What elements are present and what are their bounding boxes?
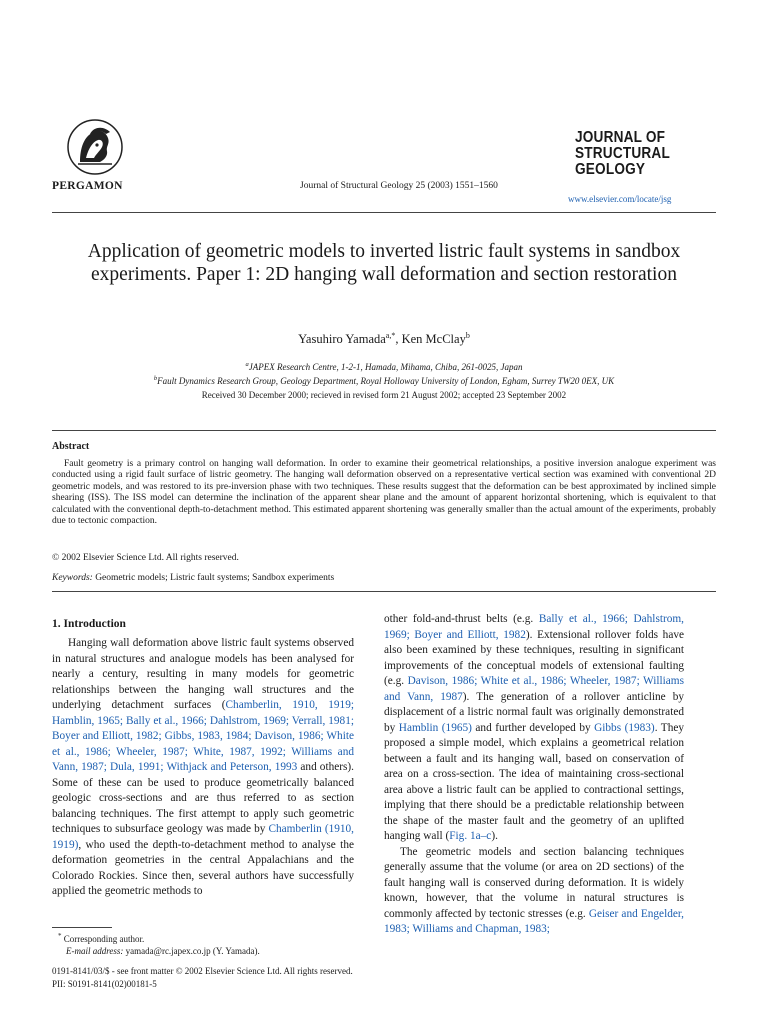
journal-brand-line: GEOLOGY: [575, 161, 646, 178]
body-text: The geometric models and section balancing techniques generally assume that the volume (or area on 2D sections) of the fault hanging wall is conserved during deformation. It is widely known, however, that the volume in natural structures is commonly affected by tectonic stresses (e.g.: [384, 845, 684, 920]
body-paragraph: [52, 636, 354, 900]
affiliation-marker: a: [245, 361, 249, 368]
citation-link[interactable]: Hamblin (1965): [398, 721, 472, 734]
article-title: Application of geometric models to inverted listric fault systems in sandbox experiments. Paper 1: 2D hanging wall deformation and section restoration: [87, 241, 681, 285]
body-text: . They proposed a simple model, which explains a geometrical relation between a fault and its hanging wall, based on conservation of area on a cross-section. The idea of maintaining cross-sectional area above a listric fault can be applied to contractional settings, implying that there should be a predictable relationship between the shape of the master fault and the geometry of an uplifted hanging wall (: [384, 721, 684, 842]
footnote: [52, 930, 260, 957]
citation-link[interactable]: Davison, 1986; White et al., 1986; Wheeler, 1987; Williams and Vann, 1987: [384, 675, 684, 703]
author-affiliation-marker[interactable]: a,*: [385, 331, 396, 340]
footer-issn-line: 0191-8141/03/$ - see front matter © 2002 Elsevier Science Ltd. All rights reserved.: [52, 966, 353, 976]
copyright-notice: © 2002 Elsevier Science Ltd. All rights reserved.: [52, 553, 239, 563]
footnote-email-line: [52, 945, 260, 957]
journal-brand-logo: [575, 130, 689, 178]
abstract-divider-bottom: [52, 591, 716, 592]
citation-link[interactable]: Chamberlin, 1910, 1919; Hamblin, 1965; Bally et al., 1966; Dahlstrom, 1969; Verrall, 1981; Boyer and Elliott, 1982; Gibbs, 1983, 1984; Davison, 1986; White et al., 1986; Wheeler, 1987; White, 1987, 1992; Williams and Vann, 1987; Dula, 1991; Withjack and Peterson, 1993: [52, 699, 354, 773]
keywords-list: Geometric models; Listric fault systems; Sandbox experiments: [95, 573, 335, 583]
affiliation-marker: b: [153, 375, 158, 382]
journal-url-link[interactable]: www.elsevier.com/locate/jsg: [568, 194, 672, 204]
body-paragraph: [384, 612, 684, 845]
email-label: E-mail address:: [66, 946, 124, 956]
citation-link[interactable]: Geiser and Engelder, 1983; Williams and Chapman, 1983;: [384, 907, 684, 935]
page-footer: [52, 965, 353, 990]
journal-brand-line: STRUCTURAL: [575, 145, 670, 162]
keywords-label: Keywords:: [52, 573, 93, 583]
left-column: [52, 636, 354, 900]
header-divider: [52, 212, 716, 213]
footnote-text: Corresponding author.: [63, 934, 145, 944]
right-column: [384, 612, 684, 938]
citation-link[interactable]: Chamberlin (1910, 1919): [52, 823, 354, 851]
abstract-divider-top: [52, 430, 716, 431]
footer-pii-line: PII: S0191-8141(02)00181-5: [52, 978, 157, 989]
body-text: and further developed by: [471, 721, 595, 734]
keywords: [52, 573, 334, 583]
footnote-corresponding: [52, 930, 260, 945]
abstract-text: Fault geometry is a primary control on hanging wall deformation. In order to examine their geometrical relationships, a positive inversion analogue experiment was conducted using a rigid fault surface of listric geometry. The hanging wall deformation observed on a representative vertical section was examined with conventional 2D geometric models, and was restored to its pre-inversion phase with two techniques. These results suggest that the deformation can be best approximated by inclined simple shearing (ISS). The ISS model can determine the inclination of the apparent shear plane and the amount of apparent horizontal shortening, which is equivalent to that calculated with the conventional depth-to-detachment method. This estimated apparent shortening was generally smaller than the actual amount of the experiments, probably due to tectonic compaction.: [52, 459, 716, 527]
footnote-divider: [52, 927, 112, 928]
citation-link[interactable]: Gibbs (1983): [594, 721, 655, 734]
body-text: Hanging wall deformation above listric fault systems observed in natural structures and analogue models has been analysed for nearly a century, resulting in many models for geometric relationships between the hanging wall structures and the underlying detachment surfaces (: [52, 637, 354, 711]
email-address[interactable]: yamada@rc.japex.co.jp (Y. Yamada).: [125, 946, 260, 956]
affiliation-text: JAPEX Research Centre, 1-2-1, Hamada, Mihama, Chiba, 261-0025, Japan: [248, 362, 523, 372]
received-dates: Received 30 December 2000; recieved in revised form 21 August 2002; accepted 23 September 2002: [201, 390, 567, 400]
body-text: ). Extensional rollover folds have also been examined by these techniques, resulting in significant improvements of the conceptual models of extensional faulting (e.g.: [384, 628, 684, 687]
body-text: ).: [491, 830, 498, 842]
body-paragraph: [384, 845, 684, 938]
body-text: and others). Some of these can be used to produce geometrically balanced geologic cross-sections and are thus referred to as section balancing techniques. The first attempt to apply such geometric techniques to subsurface geology was made by: [52, 761, 354, 835]
abstract-heading: Abstract: [52, 441, 90, 452]
body-text: ). The generation of a rollover anticline by displacement of a listric normal fault was originally demonstrated by: [384, 690, 684, 734]
section-heading-introduction: 1. Introduction: [52, 618, 126, 630]
citation-link[interactable]: Fig. 1a–c: [449, 830, 492, 842]
footnote-marker: *: [58, 932, 62, 940]
journal-reference: Journal of Structural Geology 25 (2003) 1551–1560: [300, 181, 498, 191]
affiliation-text: Fault Dynamics Research Group, Geology Department, Royal Holloway University of London, Egham, Surrey TW20 0EX, UK: [157, 376, 615, 386]
author-list: [0, 331, 768, 347]
author-name: Yasuhiro Yamada: [298, 332, 386, 347]
affiliation-line: [0, 373, 768, 387]
citation-link[interactable]: Bally et al., 1966; Dahlstrom, 1969; Boyer and Elliott, 1982: [384, 613, 684, 641]
author-name: Ken McClay: [401, 332, 466, 347]
body-text: other fold-and-thrust belts (e.g.: [384, 613, 539, 625]
affiliations: [0, 359, 768, 387]
author-affiliation-marker[interactable]: b: [465, 331, 470, 340]
body-text: , who used the depth-to-detachment method to analyse the deformation geometries in the central Appalachians and the Colorado Rockies. Since then, several authors have successfully applied the geometric methods to: [52, 838, 354, 897]
publisher-name: PERGAMON: [52, 180, 123, 192]
affiliation-line: [0, 359, 768, 373]
author-separator: ,: [395, 332, 402, 347]
pergamon-athena-logo-icon: [66, 118, 124, 176]
journal-brand-line: JOURNAL OF: [575, 129, 666, 146]
